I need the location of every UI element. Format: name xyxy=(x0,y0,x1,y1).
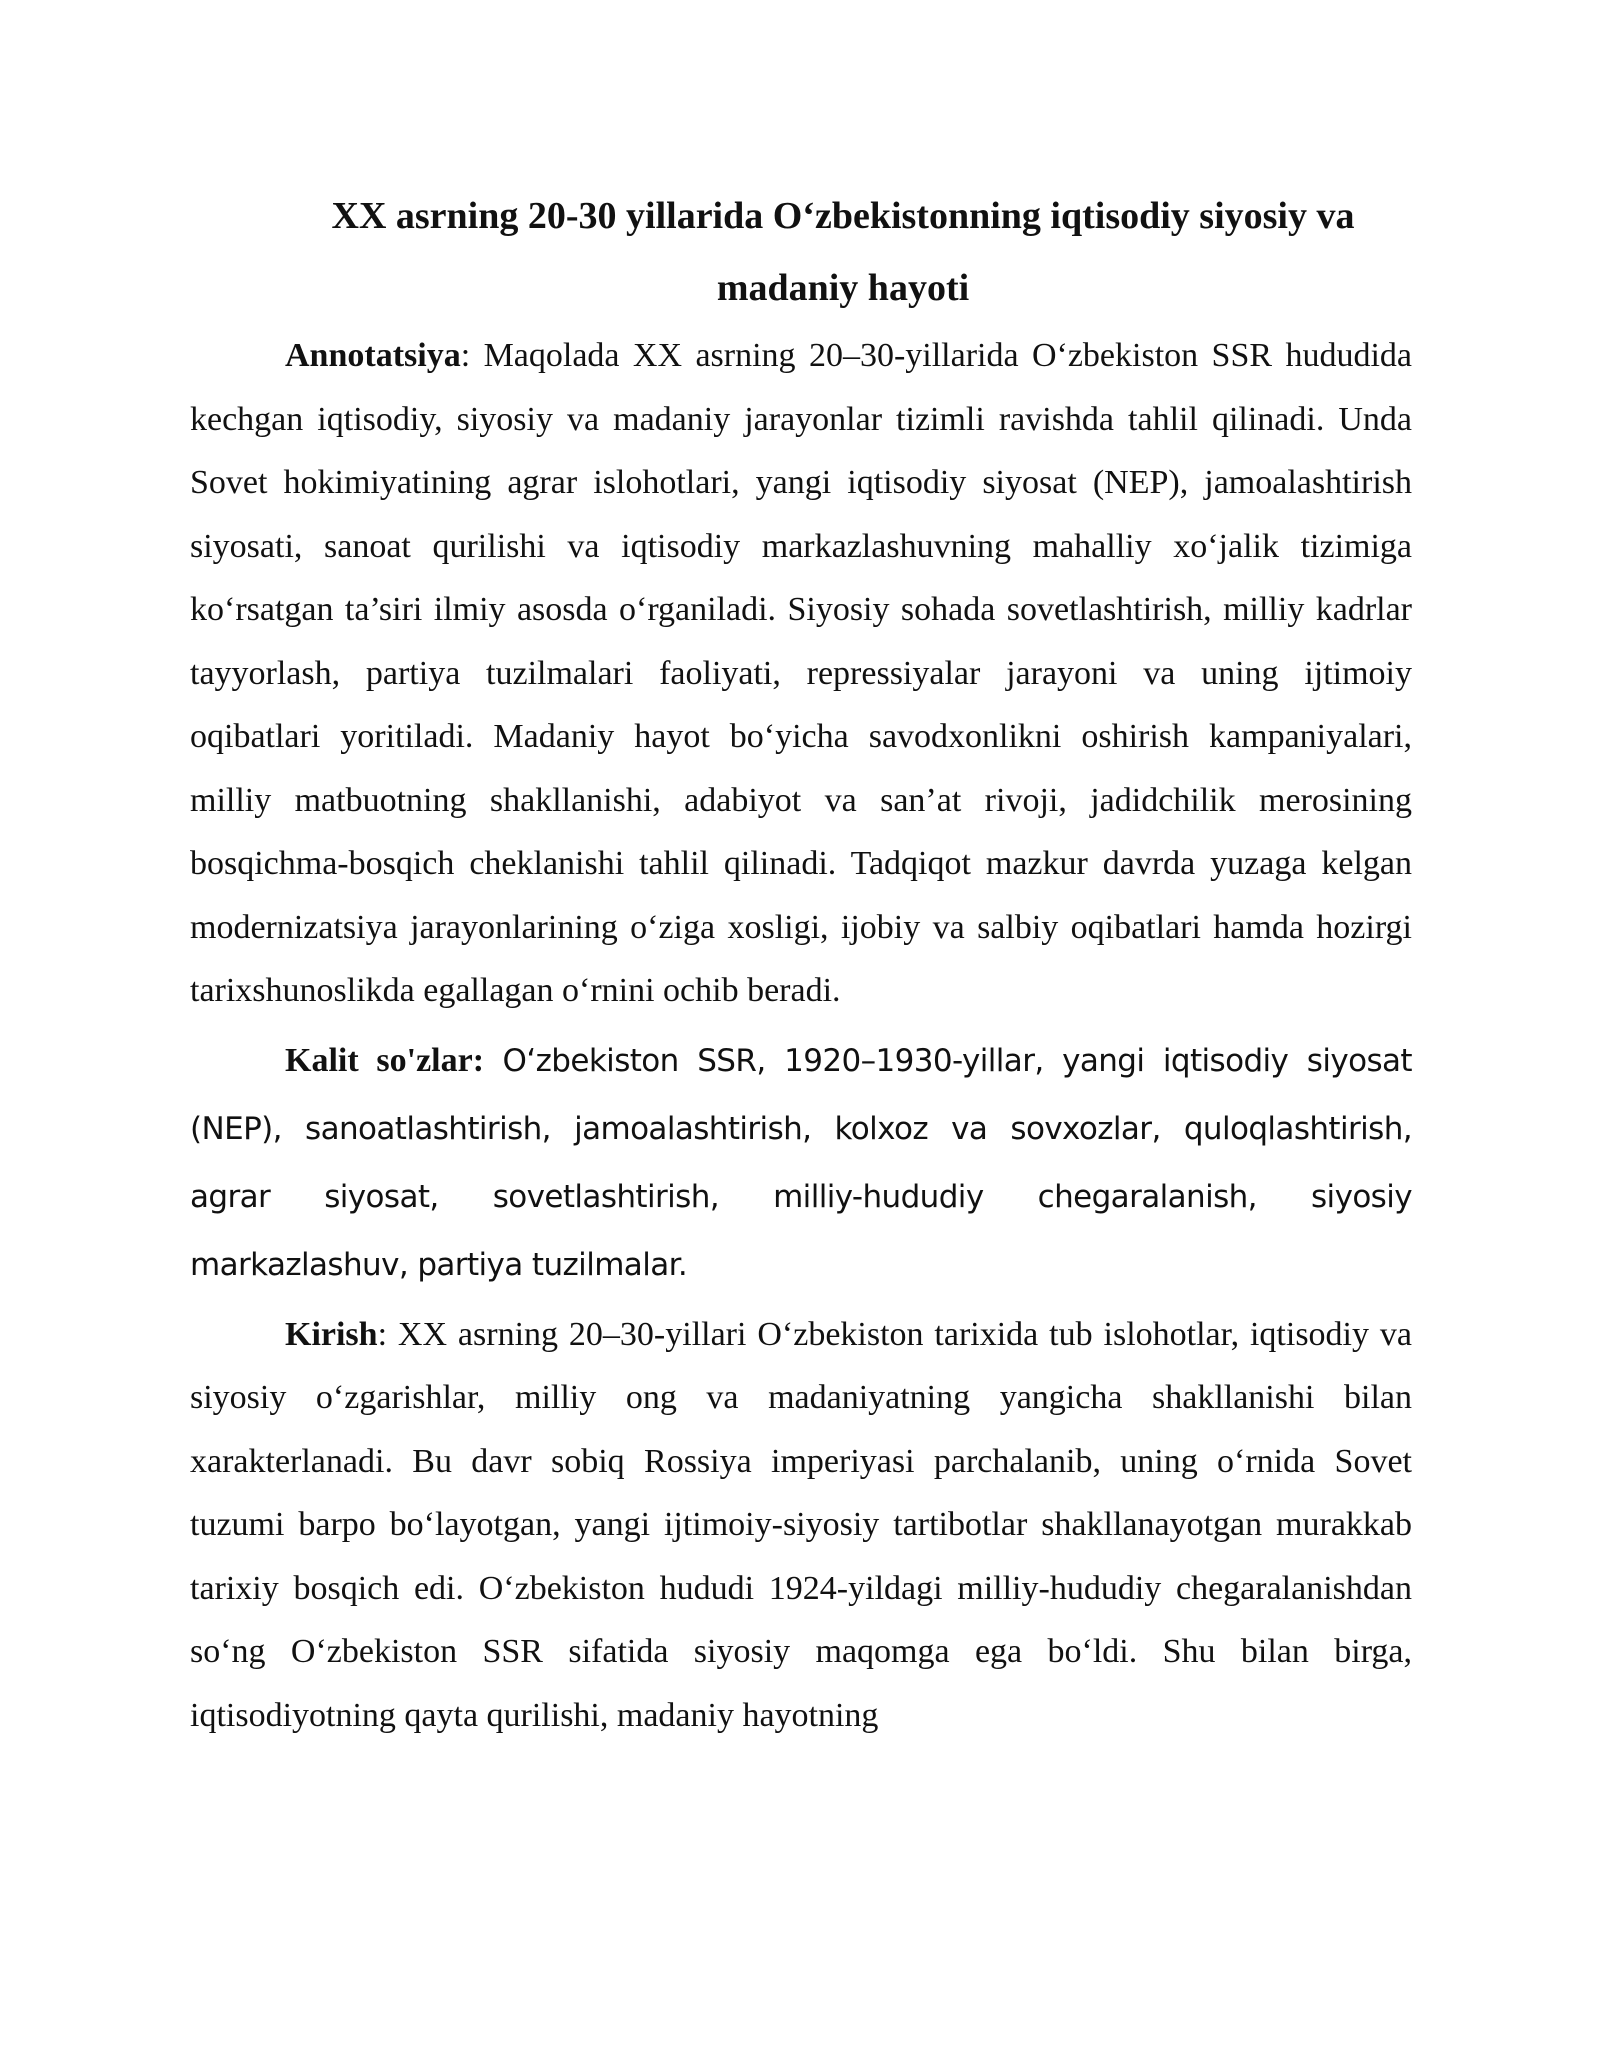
keywords-text: Oʻzbekiston SSR, 1920–1930-yillar, yangi iqtisodiy siyosat (NEP), sanoatlashtirish, jamoalashtirish, kolxoz va sovxozlar, quloqlashtirish, agrar siyosat, sovetlashtirish, milliy-hududiy chegaralanish, siyosiy markazlashuv, partiya tuzilmalar. xyxy=(190,1042,1412,1283)
introduction-text: XX asrning 20–30-yillari O‘zbekiston tarixida tub islohotlar, iqtisodiy va siyosiy o‘zgarishlar, milliy ong va madaniyatning yangicha shakllanishi bilan xarakterlanadi. Bu davr sobiq Rossiya imperiyasi parchalanib, uning o‘rnida Sovet tuzumi barpo bo‘layotgan, yangi ijtimoiy-siyosiy tartibotlar shakllanayotgan murakkab tarixiy bosqich edi. O‘zbekiston hududi 1924-yildagi milliy-hududiy chegaralanishdan so‘ng O‘zbekiston SSR sifatida siyosiy maqomga ega bo‘ldi. Shu bilan birga, iqtisodiyotning qayta qurilishi, madaniy hayotning xyxy=(190,1315,1412,1734)
introduction-label: Kirish xyxy=(285,1315,378,1353)
document-title: XX asrning 20-30 yillarida O‘zbekistonning iqtisodiy siyosiy va madaniy hayoti xyxy=(331,195,1355,309)
keywords-label: Kalit so'zlar: xyxy=(285,1041,485,1079)
introduction-paragraph xyxy=(190,1303,1412,1748)
annotation-separator: : xyxy=(460,337,471,374)
annotation-label: Annotatsiya xyxy=(285,337,461,374)
annotation-paragraph xyxy=(190,324,1412,1023)
introduction-separator: : xyxy=(377,1315,388,1353)
annotation-text: Maqolada XX asrning 20–30-yillarida O‘zbekiston SSR hududida kechgan iqtisodiy, siyosiy va madaniy jarayonlar tizimli ravishda tahlil qilinadi. Unda Sovet hokimiyatining agrar islohotlari, yangi iqtisodiy siyosat (NEP), jamoalashtirish siyosati, sanoat qurilishi va iqtisodiy markazlashuvning mahalliy xo‘jalik tizimiga ko‘rsatgan ta’siri ilmiy asosda o‘rganiladi. Siyosiy sohada sovetlashtirish, milliy kadrlar tayyorlash, partiya tuzilmalari faoliyati, repressiyalar jarayoni va uning ijtimoiy oqibatlari yoritiladi. Madaniy hayot bo‘yicha savodxonlikni oshirish kampaniyalari, milliy matbuotning shakllanishi, adabiyot va san’at rivoji, jadidchilik merosining bosqichma-bosqich cheklanishi tahlil qilinadi. Tadqiqot mazkur davrda yuzaga kelgan modernizatsiya jarayonlarining o‘ziga xosligi, ijobiy va salbiy oqibatlari hamda hozirgi tarixshunoslikda egallagan o‘rnini ochib beradi. xyxy=(190,337,1412,1009)
document-page xyxy=(190,180,1412,1747)
keywords-paragraph xyxy=(190,1027,1412,1299)
